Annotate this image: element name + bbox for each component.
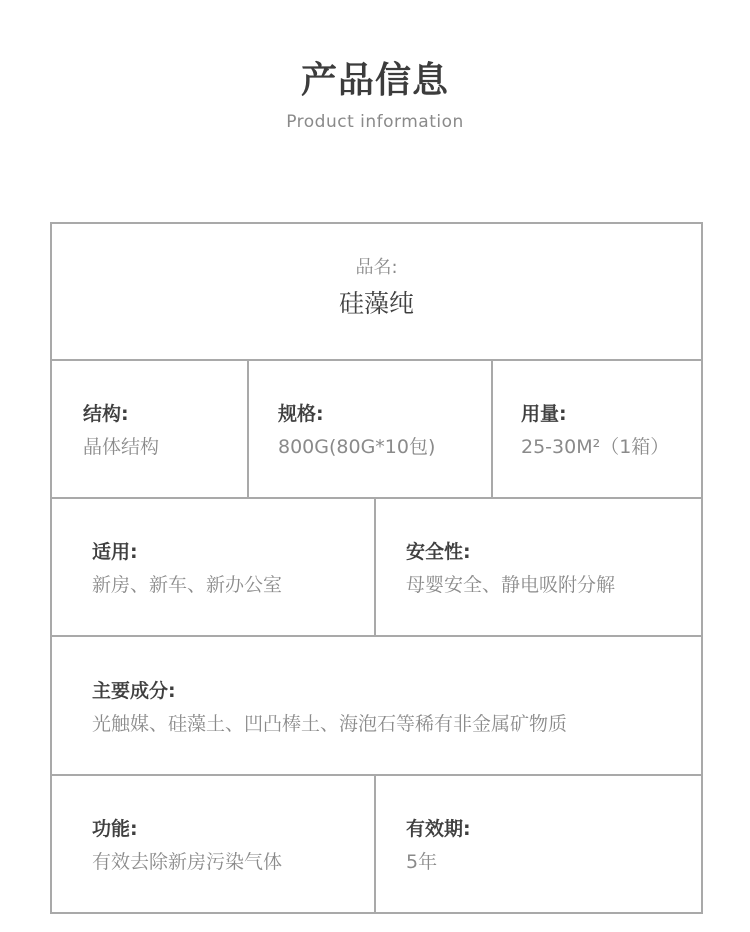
spec-cell [278, 402, 435, 460]
safety-cell [406, 540, 615, 598]
spec-value: 800G(80G*10包) [278, 436, 436, 458]
safety-label: 安全性: [406, 541, 471, 563]
usage-value: 25-30M²（1箱） [521, 436, 670, 458]
structure-cell [83, 402, 159, 460]
safety-value: 母婴安全、静电吸附分解 [406, 574, 616, 596]
usage-label: 用量: [521, 403, 567, 425]
product-name-label: 品名: [355, 257, 398, 278]
validity-label: 有效期: [406, 818, 471, 840]
structure-value: 晶体结构 [83, 436, 160, 458]
validity-value: 5年 [406, 851, 438, 873]
applicable-cell [92, 540, 282, 598]
applicable-value: 新房、新车、新办公室 [92, 574, 283, 596]
applicable-label: 适用: [92, 541, 138, 563]
ingredients-label: 主要成分: [92, 680, 176, 702]
product-name-value: 硅藻纯 [338, 289, 414, 318]
validity-cell [406, 817, 471, 875]
ingredients-value: 光触媒、硅藻土、凹凸棒土、海泡石等稀有非金属矿物质 [92, 713, 568, 735]
column-divider [374, 497, 376, 635]
function-value: 有效去除新房污染气体 [92, 851, 283, 873]
row-divider [52, 774, 701, 776]
column-divider [247, 359, 249, 497]
structure-label: 结构: [83, 403, 129, 425]
page-subtitle: Product information [286, 112, 464, 132]
product-name-cell [52, 256, 701, 320]
product-info-table [50, 222, 703, 914]
column-divider [374, 774, 376, 914]
spec-label: 规格: [278, 403, 324, 425]
function-cell [92, 817, 282, 875]
row-divider [52, 359, 701, 361]
row-divider [52, 635, 701, 637]
row-divider [52, 497, 701, 499]
column-divider [491, 359, 493, 497]
function-label: 功能: [92, 818, 138, 840]
usage-cell [521, 402, 669, 460]
page-title: 产品信息 [300, 60, 449, 101]
ingredients-cell [92, 679, 567, 737]
